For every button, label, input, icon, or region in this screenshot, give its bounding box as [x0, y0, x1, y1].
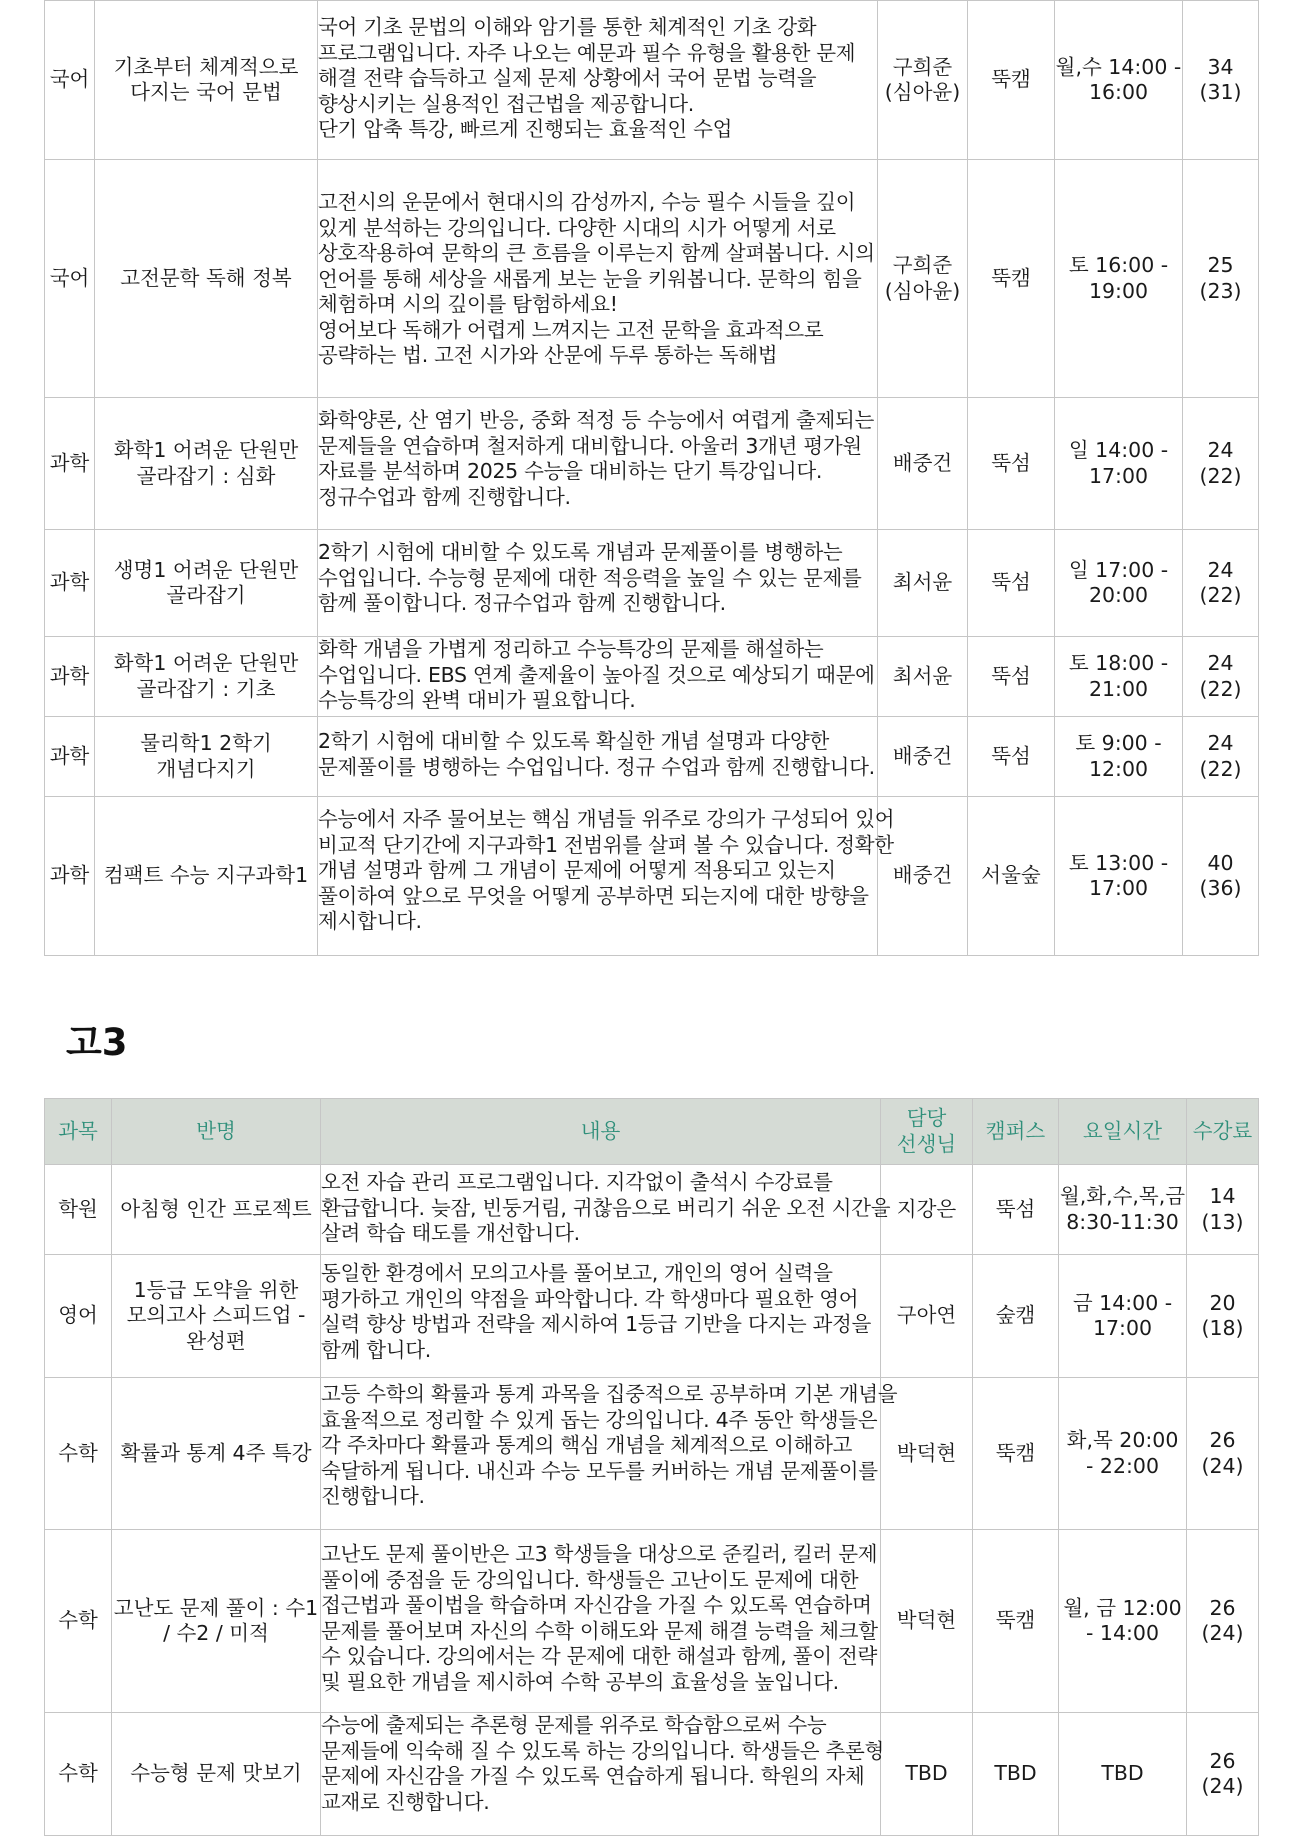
table-row	[45, 637, 1259, 717]
class-name-line: 컴팩트 수능 지구과학1	[103, 863, 309, 888]
class-name-line: 화학1 어려운 단원만	[113, 651, 299, 675]
schedule-line: - 22:00	[1086, 1453, 1159, 1478]
description-line: 상호작용하여 문학의 큰 흐름을 이루는지 함께 살펴봅니다. 시의	[318, 241, 875, 265]
description-cell	[321, 1255, 881, 1378]
header-subject: 과목	[45, 1099, 112, 1165]
schedule-line: 토 13:00 -	[1068, 850, 1169, 875]
description-cell	[321, 1530, 881, 1713]
teacher-cell	[878, 160, 968, 398]
fee-line: 34	[1207, 54, 1234, 79]
description-cell	[318, 1, 878, 160]
description-line: 평가하고 개인의 약점을 파악합니다. 각 학생마다 필요한 영어	[321, 1286, 859, 1311]
class-name-line: 모의고사 스피드업 -	[126, 1303, 306, 1328]
subject-cell: 학원	[45, 1165, 112, 1255]
header-teacher-line: 담당	[906, 1106, 947, 1130]
description-line: 수업입니다. 수능형 문제에 대한 적응력을 높일 수 있는 문제를	[318, 565, 862, 590]
schedule-cell	[1055, 717, 1183, 797]
description-line: 수능에서 자주 물어보는 핵심 개념들 위주로 강의가 구성되어 있어	[318, 807, 895, 831]
subject-cell: 수학	[45, 1378, 112, 1530]
fee-line: 24	[1207, 731, 1234, 755]
fee-line: (36)	[1199, 876, 1242, 900]
schedule-line: TBD	[1101, 1761, 1144, 1786]
course-table-upper	[44, 0, 1259, 956]
table-row	[45, 717, 1259, 797]
table-row	[45, 1530, 1259, 1713]
fee-line: 14	[1209, 1184, 1236, 1208]
description-line: 영어보다 독해가 어렵게 느껴지는 고전 문학을 효과적으로	[318, 317, 824, 342]
class-name-line: 고난도 문제 풀이 : 수1	[113, 1595, 319, 1620]
subject-cell: 국어	[45, 1, 95, 160]
schedule-line: 16:00	[1088, 80, 1149, 104]
fee-line: 26	[1209, 1595, 1236, 1620]
description-line: 2학기 시험에 대비할 수 있도록 개념과 문제풀이를 병행하는	[318, 540, 843, 564]
header-campus: 캠퍼스	[973, 1099, 1059, 1165]
teacher-cell	[881, 1165, 973, 1255]
schedule-line: 17:00	[1088, 463, 1149, 488]
teacher-line: 배중건	[892, 743, 953, 768]
campus-cell: 뚝캠	[968, 160, 1055, 398]
fee-cell	[1183, 637, 1259, 717]
class-name-line: 생명1 어려운 단원만	[113, 557, 299, 582]
class-name-cell	[95, 797, 318, 956]
subject-cell: 과학	[45, 797, 95, 956]
description-line: 체험하며 시의 깊이를 탐험하세요!	[318, 292, 618, 316]
class-name-cell	[95, 637, 318, 717]
class-name-line: / 수2 / 미적	[163, 1621, 269, 1645]
subject-cell: 수학	[45, 1713, 112, 1836]
description-line: 단기 압축 특강, 빠르게 진행되는 효율적인 수업	[318, 117, 733, 141]
class-name-cell	[112, 1713, 321, 1836]
header-fee: 수강료	[1187, 1099, 1259, 1165]
fee-cell	[1183, 1, 1259, 160]
header-schedule: 요일시간	[1059, 1099, 1187, 1165]
description-line: 수 있습니다. 강의에서는 각 문제에 대한 해설과 함께, 풀이 전략	[321, 1644, 877, 1668]
description-line: 살려 학습 태도를 개선합니다.	[321, 1221, 580, 1245]
class-name-line: 수능형 문제 맛보기	[130, 1761, 302, 1786]
schedule-line: 토 9:00 -	[1075, 731, 1162, 755]
teacher-line: 최서윤	[892, 570, 953, 595]
subject-cell: 과학	[45, 530, 95, 637]
campus-cell: 뚝캠	[973, 1530, 1059, 1713]
description-line: 문제들에 익숙해 질 수 있도록 하는 강의입니다. 학생들은 추론형	[321, 1738, 885, 1763]
teacher-line: 지강은	[896, 1196, 957, 1221]
description-cell	[318, 530, 878, 637]
fee-line: (24)	[1201, 1621, 1244, 1645]
subject-cell: 과학	[45, 398, 95, 530]
schedule-line: 19:00	[1088, 278, 1149, 303]
description-line: 있게 분석하는 강의입니다. 다양한 시대의 시가 어떻게 서로	[318, 215, 836, 240]
fee-cell	[1187, 1165, 1259, 1255]
description-line: 함께 풀이합니다. 정규수업과 함께 진행합니다.	[318, 591, 726, 615]
teacher-line: 배중건	[892, 450, 953, 475]
table-header-row	[45, 1099, 1259, 1165]
fee-cell	[1187, 1255, 1259, 1378]
description-line: 개념 설명과 함께 그 개념이 문제에 어떻게 적용되고 있는지	[318, 858, 836, 882]
campus-cell: 뚝섬	[973, 1165, 1059, 1255]
class-name-line: 다지는 국어 문법	[130, 80, 282, 104]
header-teacher-line: 선생님	[896, 1131, 957, 1156]
description-line: 수능에 출제되는 추론형 문제를 위주로 학습함으로써 수능	[321, 1713, 827, 1737]
teacher-cell	[878, 637, 968, 717]
description-line: 프로그램입니다. 자주 나오는 예문과 필수 유형을 활용한 문제	[318, 40, 856, 65]
fee-cell	[1183, 398, 1259, 530]
schedule-cell	[1055, 1, 1183, 160]
schedule-cell	[1059, 1165, 1187, 1255]
teacher-line: 배중건	[892, 863, 953, 888]
description-line: 화학 개념을 가볍게 정리하고 수능특강의 문제를 해설하는	[318, 637, 824, 661]
schedule-line: 월,수 14:00 -	[1055, 54, 1182, 79]
class-name-cell	[112, 1165, 321, 1255]
fee-line: (24)	[1201, 1774, 1244, 1798]
fee-cell	[1183, 797, 1259, 956]
description-line: 오전 자습 관리 프로그램입니다. 지각없이 출석시 수강료를	[321, 1170, 833, 1194]
description-line: 자료를 분석하며 2025 수능을 대비하는 단기 특강입니다.	[318, 459, 823, 483]
campus-cell: TBD	[973, 1713, 1059, 1836]
teacher-cell	[881, 1713, 973, 1836]
fee-line: 26	[1209, 1748, 1236, 1773]
schedule-line: 금 14:00 -	[1072, 1290, 1173, 1315]
table-row	[45, 1165, 1259, 1255]
schedule-cell	[1055, 398, 1183, 530]
schedule-cell	[1059, 1530, 1187, 1713]
fee-line: (22)	[1199, 463, 1242, 488]
description-line: 수능특강의 완벽 대비가 필요합니다.	[318, 688, 636, 712]
class-name-cell	[95, 398, 318, 530]
fee-line: 24	[1207, 438, 1234, 462]
description-line: 문제를 풀어보며 자신의 수학 이해도와 문제 해결 능력을 체크할	[321, 1618, 878, 1643]
campus-cell: 뚝섬	[968, 637, 1055, 717]
description-line: 진행합니다.	[321, 1484, 425, 1508]
description-cell	[318, 398, 878, 530]
class-name-line: 개념다지기	[156, 756, 256, 781]
teacher-line: (심아윤)	[884, 278, 961, 303]
description-cell	[318, 637, 878, 717]
subject-cell: 국어	[45, 160, 95, 398]
campus-cell: 뚝섬	[968, 398, 1055, 530]
fee-line: 40	[1207, 850, 1234, 875]
subject-cell: 과학	[45, 717, 95, 797]
subject-cell: 과학	[45, 637, 95, 717]
schedule-line: 17:00	[1088, 876, 1149, 900]
schedule-cell	[1055, 530, 1183, 637]
class-name-line: 물리학1 2학기	[140, 731, 272, 755]
class-name-line: 화학1 어려운 단원만	[113, 438, 299, 462]
teacher-line: 박덕현	[896, 1440, 957, 1465]
description-line: 문제들을 연습하며 철저하게 대비합니다. 아울러 3개년 평가원	[318, 433, 862, 458]
teacher-cell	[878, 398, 968, 530]
description-line: 풀이에 중점을 둔 강의입니다. 학생들은 고난이도 문제에 대한	[321, 1567, 859, 1592]
teacher-line: 박덕현	[896, 1608, 957, 1633]
teacher-line: 최서윤	[892, 663, 953, 688]
schedule-cell	[1059, 1713, 1187, 1836]
teacher-line: (심아윤)	[884, 80, 961, 104]
teacher-line: 구아연	[896, 1303, 957, 1328]
class-name-line: 고전문학 독해 정복	[120, 265, 292, 290]
fee-line: (22)	[1199, 676, 1242, 701]
schedule-line: 화,목 20:00	[1066, 1428, 1179, 1452]
class-name-cell	[95, 717, 318, 797]
description-line: 고전시의 운문에서 현대시의 감성까지, 수능 필수 시들을 깊이	[318, 190, 856, 214]
description-line: 언어를 통해 세상을 새롭게 보는 눈을 키워봅니다. 문학의 힘을	[318, 266, 862, 291]
table-row	[45, 398, 1259, 530]
header-teacher	[881, 1099, 973, 1165]
schedule-line: - 14:00	[1086, 1621, 1159, 1645]
teacher-cell	[878, 717, 968, 797]
fee-cell	[1187, 1378, 1259, 1530]
schedule-line: 8:30-11:30	[1066, 1209, 1179, 1234]
description-line: 실력 향상 방법과 전략을 제시하여 1등급 기반을 다지는 과정을	[321, 1312, 872, 1336]
schedule-line: 일 14:00 -	[1068, 438, 1169, 462]
description-line: 해결 전략 습득하고 실제 문제 상황에서 국어 문법 능력을	[318, 66, 817, 90]
teacher-cell	[881, 1530, 973, 1713]
description-line: 풀이하여 앞으로 무엇을 어떻게 공부하면 되는지에 대한 방향을	[318, 883, 869, 908]
description-line: 국어 기초 문법의 이해와 암기를 통한 체계적인 기초 강화	[318, 15, 817, 39]
campus-cell: 뚝캠	[968, 1, 1055, 160]
section-title: 고3	[66, 1021, 128, 1064]
schedule-line: 월,화,수,목,금	[1059, 1184, 1186, 1208]
class-name-cell	[112, 1255, 321, 1378]
class-name-cell	[95, 1, 318, 160]
schedule-cell	[1055, 797, 1183, 956]
description-line: 2학기 시험에 대비할 수 있도록 확실한 개념 설명과 다양한	[318, 729, 830, 753]
description-line: 제시합니다.	[318, 909, 422, 933]
description-line: 고난도 문제 풀이반은 고3 학생들을 대상으로 준킬러, 킬러 문제	[321, 1542, 878, 1566]
fee-line: 24	[1207, 557, 1234, 582]
table-row	[45, 1378, 1259, 1530]
description-line: 수업입니다. EBS 연계 출제율이 높아질 것으로 예상되기 때문에	[318, 662, 875, 687]
description-line: 함께 합니다.	[321, 1337, 431, 1362]
teacher-cell	[878, 530, 968, 637]
schedule-line: 21:00	[1088, 676, 1149, 701]
class-name-line: 기초부터 체계적으로	[113, 54, 299, 79]
schedule-cell	[1059, 1255, 1187, 1378]
table-row	[45, 1255, 1259, 1378]
fee-line: 26	[1209, 1428, 1236, 1452]
description-line: 향상시키는 실용적인 접근법을 제공합니다.	[318, 91, 694, 116]
description-line: 교재로 진행합니다.	[321, 1789, 490, 1814]
campus-cell: 뚝캠	[973, 1378, 1059, 1530]
description-line: 문제에 자신감을 가질 수 있도록 연습하게 됩니다. 학원의 자체	[321, 1764, 865, 1788]
description-line: 정규수업과 함께 진행합니다.	[318, 484, 571, 509]
class-name-line: 아침형 인간 프로젝트	[120, 1196, 312, 1221]
table-row	[45, 1, 1259, 160]
schedule-cell	[1055, 160, 1183, 398]
fee-line: 20	[1209, 1290, 1236, 1315]
campus-cell: 뚝섬	[968, 530, 1055, 637]
description-cell	[321, 1165, 891, 1255]
description-line: 효율적으로 정리할 수 있게 돕는 강의입니다. 4주 동안 학생들은	[321, 1407, 878, 1432]
class-name-line: 골라잡기 : 기초	[136, 676, 276, 701]
table-row	[45, 1713, 1259, 1836]
fee-line: (22)	[1199, 756, 1242, 781]
fee-line: 24	[1207, 651, 1234, 675]
schedule-line: 토 18:00 -	[1068, 651, 1169, 675]
description-line: 접근법과 풀이법을 학습하며 자신감을 가질 수 있도록 연습하며	[321, 1593, 872, 1617]
fee-line: (23)	[1199, 278, 1242, 303]
description-line: 비교적 단기간에 지구과학1 전범위를 살펴 볼 수 있습니다. 정확한	[318, 832, 894, 857]
header-content: 내용	[321, 1099, 881, 1165]
table-row	[45, 797, 1259, 956]
campus-cell: 서울숲	[968, 797, 1055, 956]
schedule-line: 17:00	[1092, 1316, 1153, 1340]
schedule-line: 토 16:00 -	[1068, 253, 1169, 277]
subject-cell: 영어	[45, 1255, 112, 1378]
schedule-line: 12:00	[1088, 756, 1149, 781]
schedule-line: 월, 금 12:00	[1063, 1595, 1182, 1620]
class-name-cell	[112, 1530, 321, 1713]
description-cell	[318, 160, 878, 398]
teacher-cell	[878, 1, 968, 160]
description-line: 화학양론, 산 염기 반응, 중화 적정 등 수능에서 여렵게 출제되는	[318, 408, 874, 432]
class-name-line: 골라잡기	[166, 583, 246, 607]
fee-line: (13)	[1201, 1209, 1244, 1234]
description-cell	[321, 1378, 898, 1530]
class-name-cell	[95, 160, 318, 398]
description-line: 문제풀이를 병행하는 수업입니다. 정규 수업과 함께 진행합니다.	[318, 754, 875, 779]
fee-cell	[1187, 1530, 1259, 1713]
teacher-line: 구희준	[892, 54, 953, 79]
fee-cell	[1183, 530, 1259, 637]
description-line: 및 필요한 개념을 제시하여 수학 공부의 효율성을 높입니다.	[321, 1669, 839, 1694]
teacher-line: 구희준	[892, 253, 953, 277]
schedule-cell	[1059, 1378, 1187, 1530]
description-line: 각 주차마다 확률과 통계의 핵심 개념을 체계적으로 이해하고	[321, 1433, 853, 1457]
table-row	[45, 530, 1259, 637]
class-name-cell	[95, 530, 318, 637]
fee-cell	[1187, 1713, 1259, 1836]
description-line: 동일한 환경에서 모의고사를 풀어보고, 개인의 영어 실력을	[321, 1261, 833, 1285]
fee-cell	[1183, 717, 1259, 797]
description-line: 공략하는 법. 고전 시가와 산문에 두루 통하는 독해법	[318, 343, 778, 367]
course-table-grade3	[44, 1098, 1259, 1836]
campus-cell: 숲캠	[973, 1255, 1059, 1378]
campus-cell: 뚝섬	[968, 717, 1055, 797]
class-name-cell	[112, 1378, 321, 1530]
fee-cell	[1183, 160, 1259, 398]
description-line: 고등 수학의 확률과 통계 과목을 집중적으로 공부하며 기본 개념을	[321, 1382, 898, 1406]
class-name-line: 확률과 통계 4주 특강	[120, 1440, 312, 1465]
class-name-line: 골라잡기 : 심화	[136, 463, 276, 488]
class-name-line: 1등급 도약을 위한	[133, 1277, 299, 1302]
fee-line: (24)	[1201, 1453, 1244, 1478]
subject-cell: 수학	[45, 1530, 112, 1713]
description-cell	[318, 797, 895, 956]
teacher-cell	[881, 1255, 973, 1378]
table-row	[45, 160, 1259, 398]
fee-line: (31)	[1199, 80, 1242, 104]
teacher-line: TBD	[905, 1761, 948, 1786]
schedule-line: 일 17:00 -	[1068, 557, 1169, 582]
class-name-line: 완성편	[186, 1328, 246, 1353]
description-line: 환급합니다. 늦잠, 빈둥거림, 귀찮음으로 버리기 쉬운 오전 시간을	[321, 1195, 891, 1220]
fee-line: (22)	[1199, 583, 1242, 607]
fee-line: (18)	[1201, 1316, 1244, 1340]
fee-line: 25	[1207, 253, 1234, 277]
description-cell	[321, 1713, 885, 1836]
schedule-cell	[1055, 637, 1183, 717]
description-line: 숙달하게 됩니다. 내신과 수능 모두를 커버하는 개념 문제풀이를	[321, 1458, 878, 1483]
schedule-line: 20:00	[1088, 583, 1149, 607]
header-class-name: 반명	[112, 1099, 321, 1165]
description-cell	[318, 717, 878, 797]
